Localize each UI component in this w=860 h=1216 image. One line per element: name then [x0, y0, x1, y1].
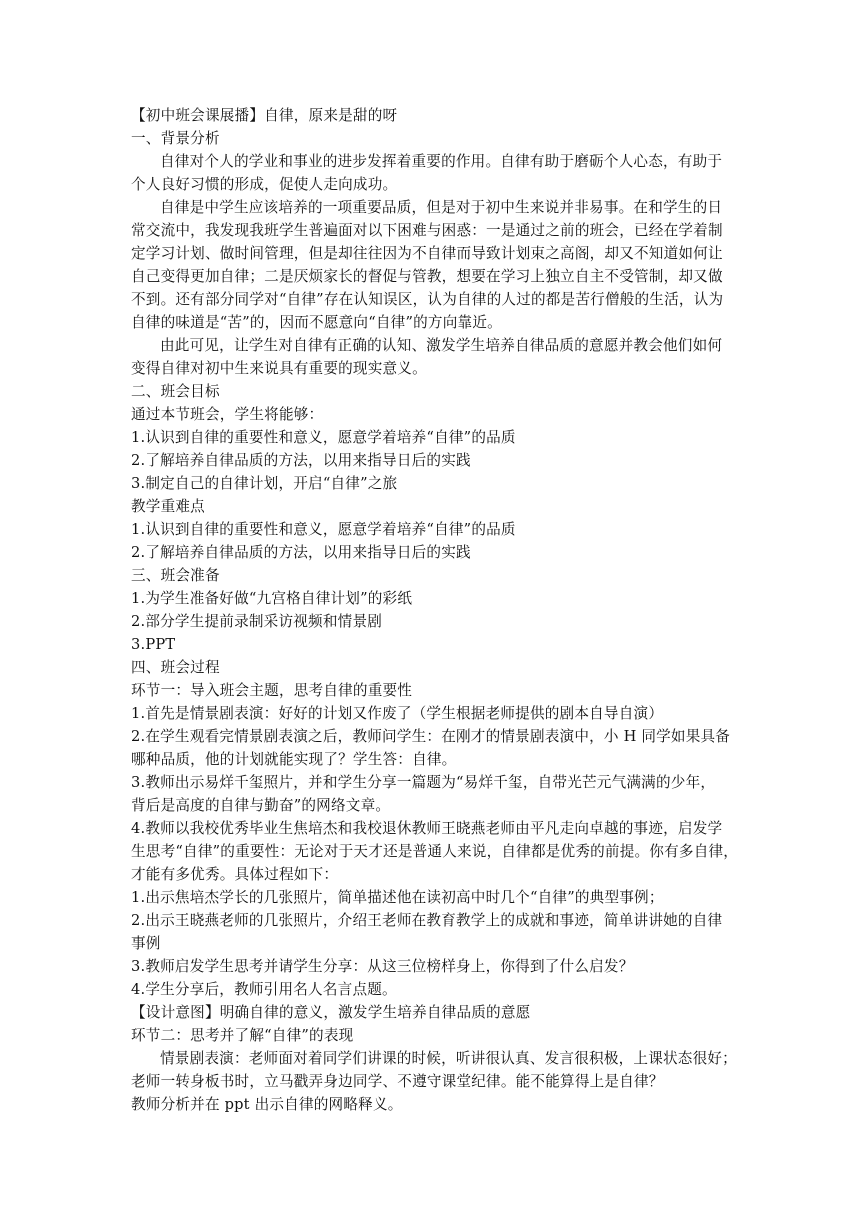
text-line: 2.在学生观看完情景剧表演之后，教师问学生：在刚才的情景剧表演中，小 H 同学如果具备 — [131, 728, 731, 745]
text-line: 【设计意图】明确自律的意义，激发学生培养自律品质的意愿 — [131, 1004, 531, 1021]
text-line: 哪种品质，他的计划就能实现了？学生答：自律。 — [131, 751, 457, 768]
text-line: 2.了解培养自律品质的方法，以用来指导日后的实践 — [131, 544, 471, 561]
text-line: 3.制定自己的自律计划，开启“自律”之旅 — [131, 475, 398, 492]
text-line: 定学习计划、做时间管理，但是却往往因为不自律而导致计划束之高阁，却又不知道如何让 — [131, 245, 723, 262]
text-line: 教师分析并在 ppt 出示自律的网略释义。 — [131, 1096, 403, 1113]
text-line: 自己变得更加自律；二是厌烦家长的督促与管教，想要在学习上独立自主不受管制，却又做 — [131, 268, 723, 285]
text-line: 1.认识到自律的重要性和意义，愿意学着培养“自律”的品质 — [131, 429, 516, 446]
text-line: 老师一转身板书时，立马戳弄身边同学、不遵守课堂纪律。能不能算得上是自律？ — [131, 1073, 664, 1090]
text-line: 3.教师启发学生思考并请学生分享：从这三位榜样身上，你得到了什么启发？ — [131, 958, 634, 975]
text-line: 1.认识到自律的重要性和意义，愿意学着培养“自律”的品质 — [131, 521, 516, 538]
text-line: 自律的味道是“苦”的，因而不愿意向“自律”的方向靠近。 — [131, 314, 502, 331]
text-line: 个人良好习惯的形成，促使人走向成功。 — [131, 176, 398, 193]
text-line: 通过本节班会，学生将能够： — [131, 406, 324, 423]
text-line: 2.了解培养自律品质的方法，以用来指导日后的实践 — [131, 452, 471, 469]
text-line: 二、班会目标 — [131, 383, 220, 400]
text-line: 才能有多优秀。具体过程如下： — [131, 866, 339, 883]
text-line: 3.PPT — [131, 636, 176, 653]
text-line: 1.首先是情景剧表演：好好的计划又作废了（学生根据老师提供的剧本自导自演） — [131, 705, 664, 722]
text-line: 环节一：导入班会主题，思考自律的重要性 — [131, 682, 413, 699]
text-line: 自律是中学生应该培养的一项重要品质，但是对于初中生来说并非易事。在和学生的日 — [160, 199, 723, 216]
text-line: 一、背景分析 — [131, 130, 220, 147]
text-line: 环节二：思考并了解“自律”的表现 — [131, 1027, 354, 1044]
text-line: 4.教师以我校优秀毕业生焦培杰和我校退休教师王晓燕老师由平凡走向卓越的事迹，启发学 — [131, 820, 723, 837]
document-page — [131, 104, 739, 1116]
text-line: 不到。还有部分同学对“自律”存在认知误区，认为自律的人过的都是苦行僧般的生活，认为 — [131, 291, 724, 308]
text-line: 情景剧表演：老师面对着同学们讲课的时候，听讲很认真、发言很积极，上课状态很好； — [160, 1050, 737, 1067]
text-line: 1.为学生准备好做“九宫格自律计划”的彩纸 — [131, 590, 413, 607]
text-line: 【初中班会课展播】自律，原来是甜的呀 — [131, 107, 398, 124]
text-line: 三、班会准备 — [131, 567, 220, 584]
text-line: 2.出示王晓燕老师的几张照片，介绍王老师在教育教学上的成就和事迹，简单讲讲她的自律 — [131, 912, 723, 929]
text-line: 由此可见，让学生对自律有正确的认知、激发学生培养自律品质的意愿并教会他们如何 — [160, 337, 723, 354]
text-line: 自律对个人的学业和事业的进步发挥着重要的作用。自律有助于磨砺个人心态，有助于 — [160, 153, 723, 170]
text-line: 2.部分学生提前录制采访视频和情景剧 — [131, 613, 383, 630]
text-line: 1.出示焦培杰学长的几张照片，简单描述他在读初高中时几个“自律”的典型事例； — [131, 889, 664, 906]
text-line: 四、班会过程 — [131, 659, 220, 676]
text-line: 3.教师出示易烊千玺照片，并和学生分享一篇题为“易烊千玺，自带光芒元气满满的少年， — [131, 774, 716, 791]
text-line: 常交流中，我发现我班学生普遍面对以下困难与困惑：一是通过之前的班会，已经在学着制 — [131, 222, 723, 239]
text-line: 教学重难点 — [131, 498, 205, 515]
text-line: 事例 — [131, 935, 161, 952]
text-line: 变得自律对初中生来说具有重要的现实意义。 — [131, 360, 427, 377]
text-line: 生思考“自律”的重要性：无论对于天才还是普通人来说，自律都是优秀的前提。你有多自律， — [131, 843, 739, 860]
text-line: 4.学生分享后，教师引用名人名言点题。 — [131, 981, 397, 998]
text-line: 背后是高度的自律与勤奋”的网络文章。 — [131, 797, 391, 814]
